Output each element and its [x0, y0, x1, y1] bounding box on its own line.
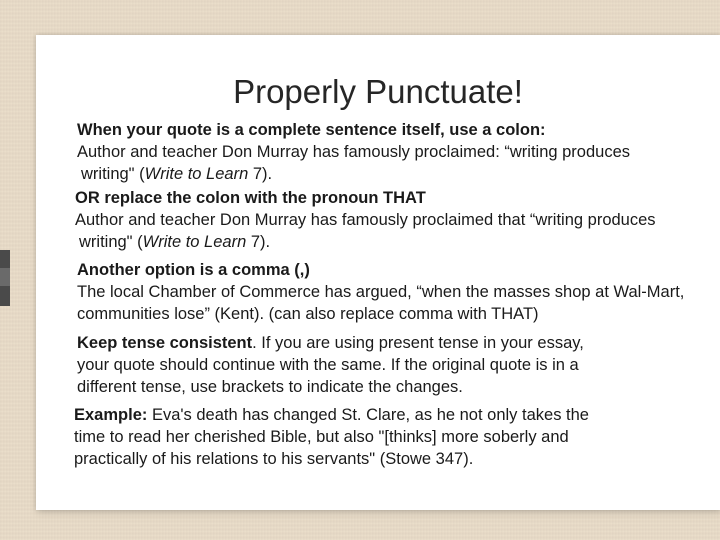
paragraph-that: [75, 187, 656, 253]
paragraph-line: writing" (Write to Learn 7).: [79, 233, 271, 251]
paragraph-line: time to read her cherished Bible, but also "[thinks] more soberly and: [74, 428, 569, 446]
paragraph-line: communities lose” (Kent). (can also replace comma with THAT): [77, 305, 539, 323]
paragraph-line: Author and teacher Don Murray has famously proclaimed that “writing produces: [75, 211, 656, 229]
paragraph-line: different tense, use brackets to indicate the changes.: [77, 378, 463, 396]
paragraph-example: [74, 404, 589, 470]
paragraph-line: Example: Eva's death has changed St. Clare, as he not only takes the: [74, 406, 589, 424]
slide-title: Properly Punctuate!: [233, 73, 523, 110]
paragraph-line: your quote should continue with the same. If the original quote is in a: [77, 356, 579, 374]
paragraph-line: The local Chamber of Commerce has argued, “when the masses shop at Wal-Mart,: [77, 283, 685, 301]
paragraph-heading: When your quote is a complete sentence itself, use a colon:: [77, 121, 546, 139]
paragraph-tense: [77, 332, 584, 398]
paragraph-line: practically of his relations to his servants" (Stowe 347).: [74, 450, 474, 468]
paragraph-line: writing" (Write to Learn 7).: [81, 165, 273, 183]
paragraph-line: Author and teacher Don Murray has famously proclaimed: “writing produces: [77, 143, 631, 161]
slide-card: [36, 35, 720, 510]
paragraph-heading: OR replace the colon with the pronoun THAT: [75, 189, 426, 207]
paragraph-colon: [77, 119, 630, 185]
paragraph-line: Keep tense consistent. If you are using present tense in your essay,: [77, 334, 584, 352]
paragraph-comma: [77, 259, 684, 325]
paragraph-heading: Another option is a comma (,): [77, 261, 310, 279]
left-edge-tab-accent: [0, 268, 10, 286]
slide-content: [36, 35, 720, 510]
